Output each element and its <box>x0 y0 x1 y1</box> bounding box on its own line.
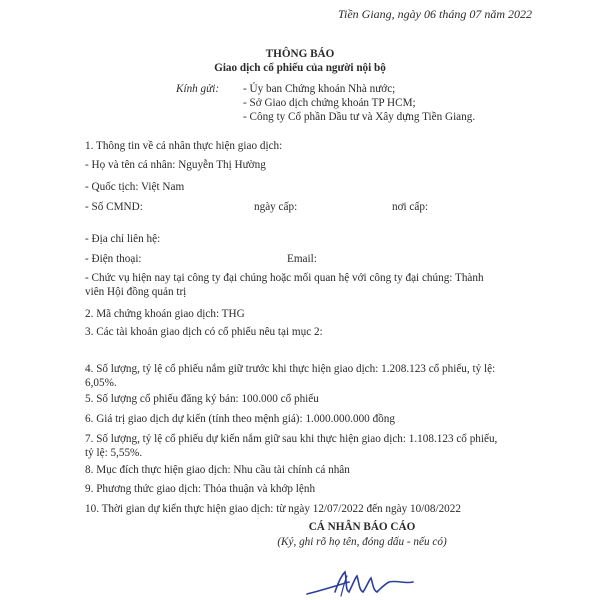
holdings-before-line-1: 4. Số lượng, tỷ lệ cổ phiếu nắm giữ trước khi thực hiện giao dịch: 1.208.123 cổ phiếu, tỷ lệ: <box>85 363 496 375</box>
recipients-label: Kính gửi: <box>176 83 220 95</box>
issue-place-label: nơi cấp: <box>392 201 429 213</box>
trading-accounts: 3. Các tài khoản giao dịch có cổ phiếu nêu tại mục 2: <box>85 326 323 338</box>
person-name: - Họ và tên cá nhân: Nguyễn Thị Hường <box>85 159 266 171</box>
document-subtitle: Giao dịch cổ phiếu của người nội bộ <box>214 62 386 74</box>
document-title: THÔNG BÁO <box>265 48 335 60</box>
holdings-after-line-1: 7. Số lượng, tỷ lệ cổ phiếu dự kiến nắm giữ sau khi thực hiện giao dịch: 1.108.123 cổ phiếu, <box>85 433 498 445</box>
issue-date-label: ngày cấp: <box>254 201 298 213</box>
recipient-item: - Sở Giao dịch chứng khoán TP HCM; <box>243 97 416 109</box>
section1-heading: 1. Thông tin về cá nhân thực hiện giao dịch: <box>85 140 283 152</box>
signature-note: (Ký, ghi rõ họ tên, đóng dấu - nếu có) <box>277 536 447 548</box>
holdings-before-line-2: 6,05%. <box>85 377 117 389</box>
position-line-1: - Chức vụ hiện nay tại công ty đại chúng hoặc mối quan hệ với công ty đại chúng: Thành <box>85 272 484 284</box>
signature-title: CÁ NHÂN BÁO CÁO <box>308 521 416 533</box>
transaction-value: 6. Giá trị giao dịch dự kiến (tính theo mệnh giá): 1.000.000.000 đồng <box>85 413 395 425</box>
transaction-method: 9. Phương thức giao dịch: Thỏa thuận và khớp lệnh <box>85 483 316 495</box>
email-label: Email: <box>287 253 317 265</box>
phone-label: - Điện thoại: <box>85 253 142 265</box>
holdings-after-line-2: tỷ lệ: 5,55%. <box>85 447 143 459</box>
transaction-purpose: 8. Mục đích thực hiện giao dịch: Nhu cầu tài chính cá nhân <box>85 464 350 476</box>
position-line-2: viên Hội đồng quản trị <box>85 286 187 298</box>
place-date: Tiền Giang, ngày 06 tháng 07 năm 2022 <box>338 7 532 21</box>
recipient-item: - Ủy ban Chứng khoán Nhà nước; <box>243 83 396 95</box>
registered-sell: 5. Số lượng cổ phiếu đăng ký bán: 100.000 cổ phiếu <box>85 393 319 405</box>
stock-code: 2. Mã chứng khoán giao dịch: THG <box>85 308 245 320</box>
address-label: - Địa chỉ liên hệ: <box>85 233 161 245</box>
transaction-period: 10. Thời gian dự kiến thực hiện giao dịch: từ ngày 12/07/2022 đến ngày 10/08/2022 <box>85 503 461 515</box>
nationality: - Quốc tịch: Việt Nam <box>85 181 185 193</box>
id-number-label: - Số CMND: <box>85 201 143 213</box>
handwritten-signature <box>305 562 415 600</box>
recipient-item: - Công ty Cổ phần Dầu tư và Xây dựng Tiền Giang. <box>243 111 476 123</box>
